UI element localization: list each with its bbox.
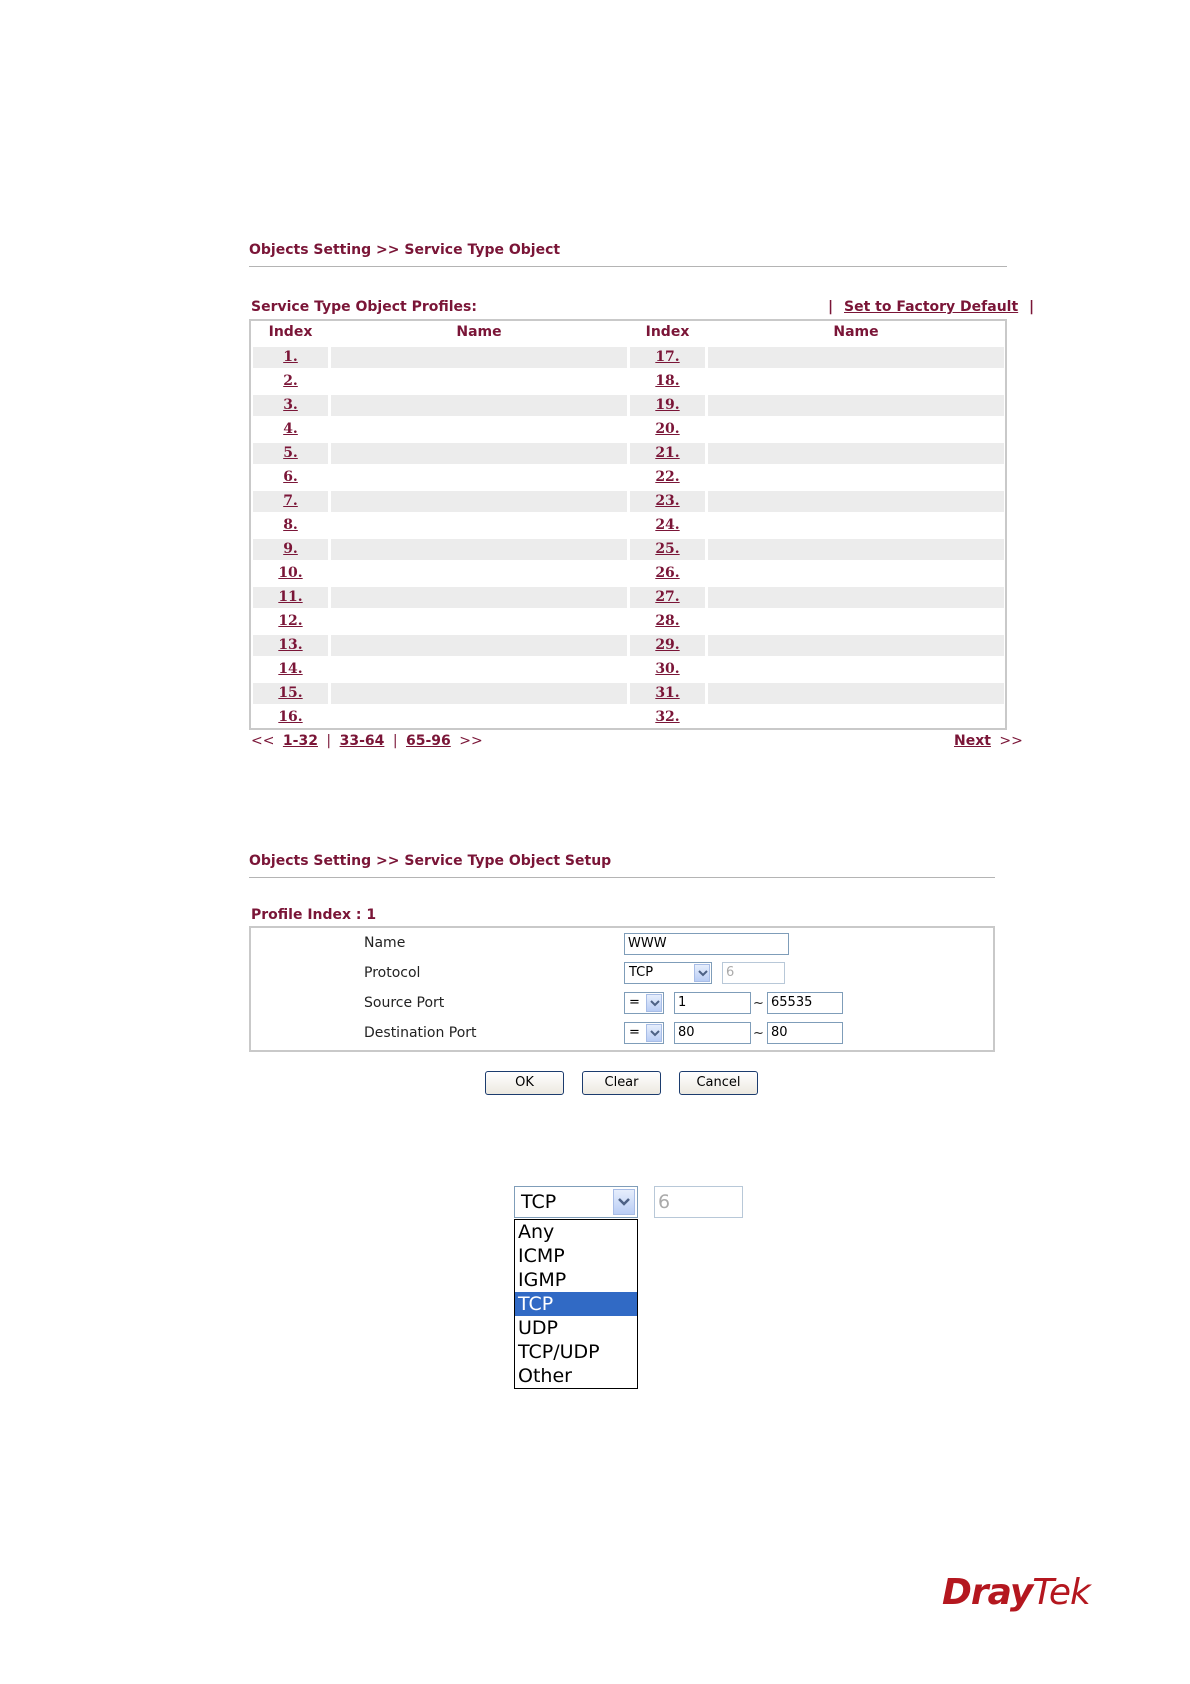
setup-form	[249, 926, 995, 1052]
name-cell	[331, 659, 627, 680]
name-cell	[708, 635, 1004, 656]
destination-port-operator-value: =	[629, 1025, 640, 1040]
index-cell	[253, 707, 328, 728]
profile-index-link[interactable]: 24.	[655, 517, 680, 533]
index-cell	[630, 395, 705, 416]
index-cell	[630, 707, 705, 728]
index-cell	[630, 467, 705, 488]
profile-index-link[interactable]: 19.	[655, 397, 680, 413]
pager	[251, 733, 483, 749]
chevron-down-icon	[694, 964, 710, 982]
pager-next	[954, 733, 1023, 749]
factory-default-group	[828, 299, 1034, 315]
table-row	[253, 467, 1004, 488]
index-cell	[253, 563, 328, 584]
index-cell	[630, 443, 705, 464]
profile-index-link[interactable]: 16.	[278, 709, 303, 725]
name-cell	[708, 659, 1004, 680]
destination-port-start-input[interactable]: 80	[674, 1022, 751, 1044]
protocol-option-igmp[interactable]: IGMP	[518, 1269, 567, 1291]
destination-port-label: Destination Port	[364, 1025, 477, 1041]
name-cell	[331, 683, 627, 704]
index-cell	[630, 491, 705, 512]
source-port-end-input[interactable]: 65535	[767, 992, 843, 1014]
profile-index-link[interactable]: 15.	[278, 685, 303, 701]
protocol-select-expanded[interactable]	[514, 1186, 638, 1218]
protocol-option-tcp-udp[interactable]: TCP/UDP	[518, 1341, 600, 1363]
index-cell	[253, 587, 328, 608]
table-row	[253, 395, 1004, 416]
name-input[interactable]: WWW	[624, 933, 789, 955]
name-cell	[331, 539, 627, 560]
name-label: Name	[364, 935, 406, 951]
profile-index-link[interactable]: 17.	[655, 349, 680, 365]
ok-button[interactable]: OK	[485, 1071, 564, 1095]
profile-index-link[interactable]: 30.	[655, 661, 680, 677]
index-cell	[630, 683, 705, 704]
table-row	[253, 635, 1004, 656]
index-cell	[630, 563, 705, 584]
table-row	[253, 587, 1004, 608]
profiles-caption: Service Type Object Profiles:	[251, 299, 477, 315]
name-cell	[331, 443, 627, 464]
profile-index-link[interactable]: 32.	[655, 709, 680, 725]
index-cell	[630, 587, 705, 608]
name-cell	[708, 515, 1004, 536]
name-cell	[331, 347, 627, 368]
name-cell	[331, 419, 627, 440]
name-cell	[708, 419, 1004, 440]
section-title-service-type-setup: Objects Setting >> Service Type Object Setup	[249, 853, 612, 869]
name-cell	[708, 587, 1004, 608]
index-cell	[253, 419, 328, 440]
protocol-option-tcp[interactable]: TCP	[515, 1292, 637, 1316]
logo-dray: Dray	[942, 1572, 1033, 1613]
index-cell	[253, 395, 328, 416]
header-index-right: Index	[645, 324, 690, 340]
protocol-number-input-zoomed[interactable]: 6	[654, 1186, 743, 1218]
separator: |	[326, 733, 332, 749]
protocol-options-list	[514, 1219, 638, 1389]
profile-index-link[interactable]: 26.	[655, 565, 680, 581]
header-name-left: Name	[456, 324, 502, 340]
profile-index-link[interactable]: 8.	[283, 517, 298, 533]
tilde: ~	[753, 1026, 764, 1041]
protocol-select-value: TCP	[629, 965, 654, 980]
source-port-operator-value: =	[629, 995, 640, 1010]
profile-index-link[interactable]: 6.	[283, 469, 298, 485]
index-cell	[630, 371, 705, 392]
index-cell	[253, 659, 328, 680]
table-row	[253, 347, 1004, 368]
profile-index-link[interactable]: 18.	[655, 373, 680, 389]
profile-index-link[interactable]: 12.	[278, 613, 303, 629]
index-cell	[253, 539, 328, 560]
source-port-label: Source Port	[364, 995, 445, 1011]
name-cell	[708, 539, 1004, 560]
source-port-start-input[interactable]: 1	[674, 992, 751, 1014]
table-row	[253, 659, 1004, 680]
index-cell	[253, 347, 328, 368]
page-link-65-96[interactable]: 65-96	[406, 733, 451, 749]
chevron-down-icon	[613, 1189, 635, 1215]
index-cell	[630, 659, 705, 680]
profile-index-link[interactable]: 31.	[655, 685, 680, 701]
name-cell	[331, 707, 627, 728]
name-cell	[708, 395, 1004, 416]
profile-index-link[interactable]: 21.	[655, 445, 680, 461]
profile-index-link[interactable]: 25.	[655, 541, 680, 557]
name-cell	[708, 491, 1004, 512]
table-row	[253, 491, 1004, 512]
header-name-right: Name	[833, 324, 879, 340]
table-row	[253, 611, 1004, 632]
index-cell	[253, 611, 328, 632]
name-cell	[708, 443, 1004, 464]
index-cell	[253, 467, 328, 488]
table-row	[253, 539, 1004, 560]
index-cell	[253, 371, 328, 392]
logo-tek: Tek	[1032, 1572, 1090, 1613]
name-cell	[331, 491, 627, 512]
source-port-operator-select[interactable]	[624, 992, 664, 1014]
name-cell	[708, 707, 1004, 728]
index-cell	[253, 635, 328, 656]
draytek-logo	[942, 1572, 1090, 1613]
name-cell	[708, 683, 1004, 704]
index-cell	[253, 515, 328, 536]
profile-index-link[interactable]: 23.	[655, 493, 680, 509]
name-cell	[708, 371, 1004, 392]
profile-index-label: Profile Index : 1	[251, 907, 377, 923]
profile-index-link[interactable]: 9.	[283, 541, 298, 557]
profile-index-link[interactable]: 11.	[278, 589, 303, 605]
protocol-number-input[interactable]: 6	[722, 962, 785, 984]
protocol-option-any[interactable]: Any	[518, 1221, 555, 1243]
table-row	[253, 443, 1004, 464]
protocol-select-expanded-value: TCP	[521, 1191, 557, 1213]
profile-index-link[interactable]: 10.	[278, 565, 303, 581]
profile-index-link[interactable]: 29.	[655, 637, 680, 653]
profile-index-link[interactable]: 2.	[283, 373, 298, 389]
protocol-option-other[interactable]: Other	[518, 1365, 572, 1387]
table-row	[253, 515, 1004, 536]
index-cell	[630, 635, 705, 656]
table-row	[253, 419, 1004, 440]
pager-prev: <<	[251, 733, 275, 749]
title-divider	[249, 877, 995, 878]
profile-index-link[interactable]: 5.	[283, 445, 298, 461]
protocol-option-udp[interactable]: UDP	[518, 1317, 558, 1339]
name-cell	[331, 635, 627, 656]
next-link[interactable]: Next	[954, 733, 991, 749]
profile-index-link[interactable]: 3.	[283, 397, 298, 413]
pager-next-arrows: >>	[459, 733, 483, 749]
protocol-option-icmp[interactable]: ICMP	[518, 1245, 565, 1267]
profile-index-link[interactable]: 7.	[283, 493, 298, 509]
name-cell	[331, 515, 627, 536]
name-cell	[331, 563, 627, 584]
chevron-down-icon	[646, 994, 662, 1012]
page-link-33-64[interactable]: 33-64	[339, 733, 385, 749]
index-cell	[630, 347, 705, 368]
index-cell	[253, 491, 328, 512]
protocol-select[interactable]	[624, 962, 712, 984]
tilde: ~	[753, 996, 764, 1011]
set-factory-default-link[interactable]: Set to Factory Default	[844, 299, 1019, 315]
protocol-label: Protocol	[364, 965, 421, 981]
next-arrows: >>	[999, 733, 1023, 749]
index-cell	[253, 443, 328, 464]
profile-index-link[interactable]: 22.	[655, 469, 680, 485]
profile-index-link[interactable]: 27.	[655, 589, 680, 605]
table-row	[253, 683, 1004, 704]
name-cell	[708, 467, 1004, 488]
chevron-down-icon	[646, 1024, 662, 1042]
profile-index-link[interactable]: 28.	[655, 613, 680, 629]
profile-index-link[interactable]: 13.	[278, 637, 303, 653]
profile-index-link[interactable]: 1.	[283, 349, 298, 365]
profile-index-link[interactable]: 20.	[655, 421, 680, 437]
header-index-left: Index	[268, 324, 313, 340]
name-cell	[331, 587, 627, 608]
index-cell	[630, 611, 705, 632]
name-cell	[708, 563, 1004, 584]
table-row	[253, 563, 1004, 584]
cancel-button[interactable]: Cancel	[679, 1071, 758, 1095]
name-cell	[331, 371, 627, 392]
table-row	[253, 707, 1004, 728]
index-cell	[630, 539, 705, 560]
name-cell	[708, 611, 1004, 632]
separator: |	[1029, 299, 1035, 315]
section-title-service-type-object: Objects Setting >> Service Type Object	[249, 242, 561, 258]
index-cell	[630, 515, 705, 536]
index-cell	[630, 419, 705, 440]
page-link-1-32[interactable]: 1-32	[282, 733, 318, 749]
profile-index-link[interactable]: 14.	[278, 661, 303, 677]
name-cell	[331, 467, 627, 488]
table-row	[253, 371, 1004, 392]
destination-port-operator-select[interactable]	[624, 1022, 664, 1044]
index-cell	[253, 683, 328, 704]
profile-index-link[interactable]: 4.	[283, 421, 298, 437]
separator: |	[828, 299, 834, 315]
name-cell	[331, 611, 627, 632]
name-cell	[331, 395, 627, 416]
separator: |	[392, 733, 398, 749]
name-cell	[708, 347, 1004, 368]
title-divider	[249, 266, 1007, 267]
destination-port-end-input[interactable]: 80	[767, 1022, 843, 1044]
clear-button[interactable]: Clear	[582, 1071, 661, 1095]
